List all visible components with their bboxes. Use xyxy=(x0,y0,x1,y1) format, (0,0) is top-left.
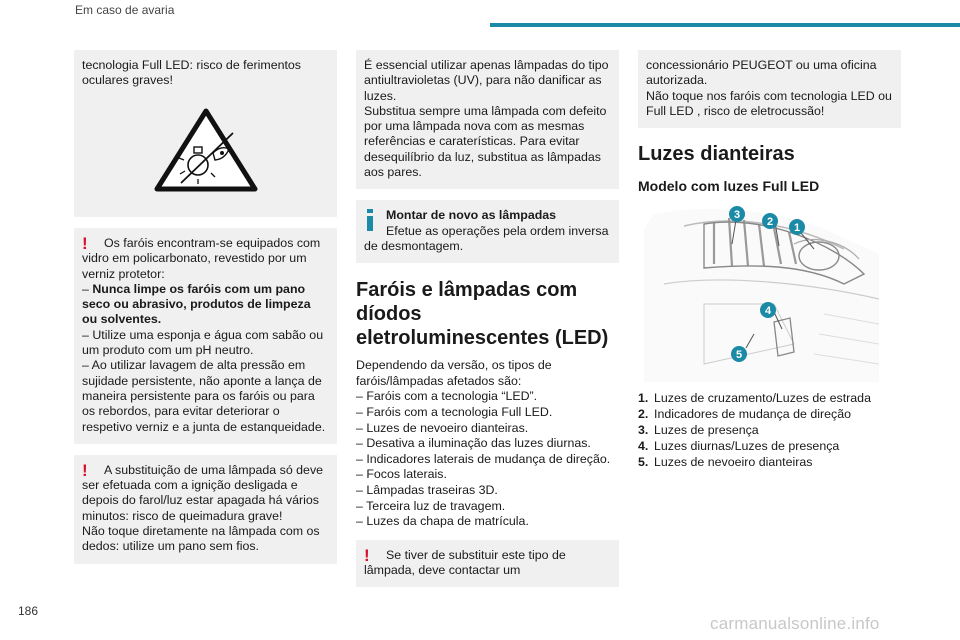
list-item: – Terceira luz de travagem. xyxy=(356,498,506,513)
list-item: – Faróis com a tecnologia Full LED. xyxy=(356,405,553,420)
diagram-label-1 xyxy=(789,219,805,235)
legend-item: 3. Luzes de presença xyxy=(638,423,759,438)
box-text: concessionário PEUGEOT ou uma oficina autorizada. xyxy=(646,58,877,88)
column-3 xyxy=(638,50,901,470)
header-accent-bar xyxy=(490,23,960,27)
warning-text: – Ao utilizar lavagem de alta pressão em sujidade persistente, não aponte a lança de maneira persistente para os faróis ou para os rebordos, para evitar deteriorar o respetivo verniz e a junta de estanqueidade. xyxy=(82,358,326,434)
list-item: – Lâmpadas traseiras 3D. xyxy=(356,483,498,498)
column-1 xyxy=(74,50,337,575)
warning-exclamation-icon: ! xyxy=(82,234,88,253)
warning-text: Os faróis encontram-se equipados com vidro em policarbonato, revestido por um verniz protetor: xyxy=(82,236,321,281)
warning-exclamation-icon: ! xyxy=(82,460,88,480)
box-text: Não toque nos faróis com tecnologia LED ou Full LED , risco de eletrocussão! xyxy=(646,88,892,118)
section-title: Em caso de avaria xyxy=(75,3,175,17)
no-look-at-led-warning-icon xyxy=(151,105,261,195)
svg-text:1: 1 xyxy=(793,222,801,235)
warning-text: Não toque diretamente na lâmpada com os dedos: utilize um pano sem fios. xyxy=(82,524,320,554)
box-text: Substitua sempre uma lâmpada com defeito por uma lâmpada nova com as mesmas referências e caraterísticas. Para evitar desequilíbrio da luz, substitua as lâmpadas aos pares. xyxy=(364,103,607,180)
page-number: 186 xyxy=(18,604,39,618)
warning-text: Se tiver de substituir este tipo de lâmpada, deve contactar um xyxy=(364,547,566,578)
svg-text:3: 3 xyxy=(733,209,741,222)
led-contact-warning-box xyxy=(356,540,619,588)
info-title: Montar de novo as lâmpadas xyxy=(386,208,557,223)
warning-exclamation-icon: ! xyxy=(364,545,370,565)
headlight-diagram xyxy=(644,204,879,382)
led-section xyxy=(356,278,619,530)
warning-text: – Nunca limpe os faróis com um pano seco ou abrasivo, produtos de limpeza ou solventes. xyxy=(82,281,311,327)
front-lights-heading: Luzes dianteiras xyxy=(638,143,795,166)
intro-text: Dependendo da versão, os tipos de faróis/lâmpadas afetados são: xyxy=(356,358,552,388)
legend-item: 1. Luzes de cruzamento/Luzes de estrada xyxy=(638,391,871,406)
column-2 xyxy=(356,50,619,598)
list-item: – Luzes de nevoeiro dianteiras. xyxy=(356,420,529,435)
diagram-label-5 xyxy=(731,346,747,362)
svg-text:4: 4 xyxy=(764,305,772,318)
diagram-legend xyxy=(638,390,901,470)
section-heading: Faróis e lâmpadas com díodos eletroluminescentes (LED) xyxy=(356,279,609,350)
legend-item: 4. Luzes diurnas/Luzes de presença xyxy=(638,439,840,454)
svg-text:2: 2 xyxy=(766,216,774,229)
bulb-replacement-warning-box xyxy=(74,455,337,564)
led-warning-box xyxy=(74,50,337,217)
full-led-subheading: Modelo com luzes Full LED xyxy=(638,178,820,195)
warning-text: A substituição de uma lâmpada só deve ser efetuada com a ignição desligada e depois do farol/luz estar apagada há vários minutos: risco de queimadura grave! xyxy=(82,462,324,523)
list-item: – Desativa a iluminação das luzes diurnas. xyxy=(356,436,591,451)
led-warning-text: tecnologia Full LED: risco de ferimentos oculares graves! xyxy=(82,58,302,88)
list-item: – Indicadores laterais de mudança de direção. xyxy=(356,451,611,466)
dealer-box xyxy=(638,50,901,128)
list-item: – Luzes da chapa de matrícula. xyxy=(356,514,529,529)
reassembly-info-box xyxy=(356,200,619,263)
watermark: carmanualsonline.info xyxy=(710,614,880,633)
svg-text:5: 5 xyxy=(735,349,743,362)
uv-bulb-box xyxy=(356,50,619,189)
polycarbonate-warning-box xyxy=(74,228,337,444)
warning-text: – Utilize uma esponja e água com sabão ou um produto com um pH neutro. xyxy=(82,327,324,358)
info-text: Efetue as operações pela ordem inversa de desmontagem. xyxy=(364,223,609,253)
legend-item: 5. Luzes de nevoeiro dianteiras xyxy=(638,455,813,470)
info-icon xyxy=(366,209,374,231)
diagram-label-4 xyxy=(760,302,776,318)
diagram-label-3 xyxy=(729,206,745,222)
legend-item: 2. Indicadores de mudança de direção xyxy=(638,407,852,422)
list-item: – Focos laterais. xyxy=(356,467,447,482)
box-text: É essencial utilizar apenas lâmpadas do tipo antiultravioletas (UV), para não danificar as luzes. xyxy=(364,58,609,103)
list-item: – Faróis com a tecnologia “LED”. xyxy=(356,389,538,404)
diagram-label-2 xyxy=(762,213,778,229)
